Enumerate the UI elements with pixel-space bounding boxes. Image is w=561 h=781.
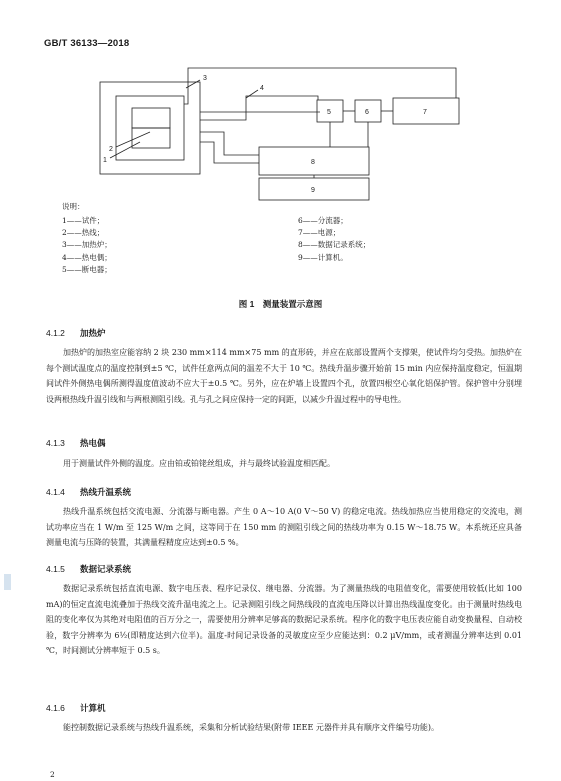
legend-item: 1——试件；: [62, 216, 105, 225]
box-label-7: 7: [423, 109, 427, 116]
specimen-brick: [132, 108, 170, 128]
section-title: 热电偶: [80, 438, 106, 448]
legend-item: 3——加热炉；: [62, 240, 112, 250]
standard-number-header: GB/T 36133—2018: [44, 38, 130, 49]
section-title: 热线升温系统: [80, 487, 132, 497]
section-paragraph: 加热炉的加热室应能容纳 2 块 230 mm×114 mm×75 mm 的直形砖，并应在底部设置两个支撑架，使试件均匀受热。加热炉在每个测试温度点的温度控制到±5 ℃，试件任意两点间的温差不大于 10 ℃。热线升温步骤开始前 15 min 内应保持温度稳定，恒温期间试件外侧热电偶所测得温度值波动不应大于±0.5 ℃。另外，应在炉墙上设置四个孔，放置四根空心氧化铝保护管。保护管中分别埋设两根热线升温引线和与两根测阻引线。孔与孔之间应保持一定的间距，以减少升温过程中的导电性。: [46, 348, 522, 404]
section-title: 加热炉: [80, 328, 106, 338]
box-label-8: 8: [311, 159, 315, 166]
page-number: 2: [50, 770, 55, 779]
legend-item: 4——热电偶；: [62, 252, 112, 262]
legend-item: 2——热线；: [62, 228, 105, 238]
section-title: 计算机: [80, 703, 106, 713]
legend-item: 9——计算机。: [298, 252, 348, 262]
legend-item: 7——电源；: [298, 228, 341, 238]
section-heading: [46, 437, 106, 449]
section-heading: [46, 702, 106, 714]
section-heading: [46, 486, 131, 498]
section-heading: [46, 327, 106, 339]
side-margin-mark: [4, 574, 11, 590]
section-paragraph: 用于测量试件外侧的温度。应由铂或铂铑丝组成，并与最终试验温度相匹配。: [63, 459, 335, 468]
section-number: 4.1.6: [46, 703, 65, 713]
figure-caption: 图 1 测量装置示意图: [238, 299, 323, 309]
signal-wire: [200, 96, 318, 120]
legend-right: [298, 215, 370, 264]
section-number: 4.1.2: [46, 328, 65, 338]
legend-item: 5——断电器；: [62, 264, 112, 274]
section-number: 4.1.5: [46, 564, 65, 574]
section-number: 4.1.4: [46, 487, 65, 497]
section-paragraph: 能控制数据记录系统与热线升温系统，采集和分析试验结果(附带 IEEE 元器件并具有顺序文件编号功能)。: [63, 723, 440, 732]
power-wire: [184, 68, 456, 104]
callout-3: 3: [203, 75, 207, 82]
callout-4: 4: [260, 85, 264, 92]
box-label-6: 6: [365, 109, 369, 116]
box-label-9: 9: [311, 187, 315, 194]
section-title: 数据记录系统: [80, 564, 132, 574]
legend-item: 8——数据记录系统；: [298, 240, 371, 250]
legend-item: 6——分流器；: [298, 216, 348, 225]
section-number: 4.1.3: [46, 438, 65, 448]
section-paragraph: 数据记录系统包括直流电源、数字电压表、程序记录仪、继电器、分流器。为了测量热线的电阻值变化，需要使用较低(比如 100 mA)的恒定直流电流叠加于热线交流升温电流之上。记录测阻引线之间热线段的直流电压降以计算出热线温度变化。由于测量时热线电阻的变化率仅为其绝对电阻值的百万分之一，需要使用分辨率足够高的数据记录系统。程序化的数字电压表应能自动变换量程、自动校验，数字分辨率为 6½(即精度达到六位半)。温度-时间记录设备的灵敏度应至少应能达到：0.2 μV/mm，或者测温分辨率达到 0.01 ℃，时间测试分辨率短于 0.5 s。: [46, 584, 522, 655]
callout-2: 2: [109, 146, 113, 153]
legend-title: 说明：: [62, 202, 85, 211]
legend-left: [62, 215, 112, 276]
section-heading: [46, 563, 131, 575]
callout-1: 1: [103, 157, 107, 164]
section-paragraph: 热线升温系统包括交流电源、分流器与断电器。产生 0 A～10 A(0 V～50 V) 的稳定电流。热线加热应当使用稳定的交流电，测试功率应当在 1 W/m 至 125 W/m 之间，这等同于在 150 mm 的测阻引线之间的热线功率为 0.15 W～18.75 W。本系统还应具备测量电流与压降的装置，其满量程精度应达到±0.5 %。: [46, 507, 522, 547]
box-label-5: 5: [327, 109, 331, 116]
specimen-brick: [132, 128, 170, 148]
